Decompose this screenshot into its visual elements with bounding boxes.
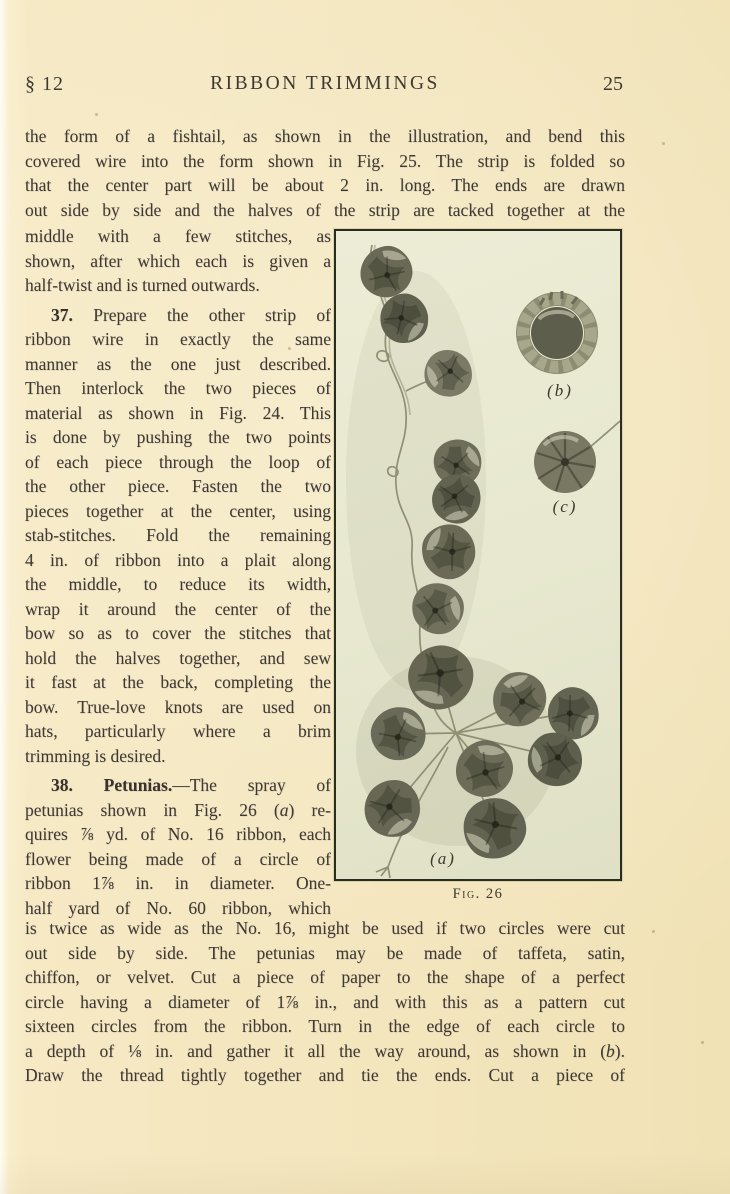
text-line: out side by side and the halves of the strip are tacked together at the bbox=[25, 199, 625, 220]
text-line: covered wire into the form shown in Fig. 25. The strip is folded so bbox=[25, 150, 625, 171]
gathered-flower-c bbox=[534, 431, 596, 493]
text-line: a depth of ⅛ in. and gather it all the way around, as shown in (b). bbox=[25, 1040, 625, 1061]
text-line: bow. True-love knots are used on bbox=[25, 696, 331, 717]
paragraph bbox=[25, 303, 331, 769]
text-line: out side by side. The petunias may be made of taffeta, satin, bbox=[25, 942, 625, 963]
text-line: 4 in. of ribbon into a plait along bbox=[25, 549, 331, 570]
text-line: it fast at the back, completing the bbox=[25, 672, 331, 692]
text-line: that the center part will be about 2 in. long. The ends are drawn bbox=[25, 175, 625, 195]
gathered-circle-b bbox=[523, 291, 591, 367]
text-line: circle having a diameter of 1⅞ in., and with this as a pattern cut bbox=[25, 991, 625, 1012]
text-line: shown, after which each is given a bbox=[25, 250, 331, 271]
figure-label-a: (a) bbox=[430, 849, 456, 868]
text-line: manner as the one just described. bbox=[25, 353, 331, 374]
text-line: the middle, to reduce its width, bbox=[25, 574, 331, 594]
text-line: of each piece through the loop of bbox=[25, 451, 331, 472]
text-line: 37. Prepare the other strip of bbox=[51, 304, 331, 325]
paragraph bbox=[25, 124, 625, 222]
figure-26 bbox=[334, 229, 622, 903]
text-line: sixteen circles from the ribbon. Turn in the edge of each circle to bbox=[25, 1016, 625, 1036]
section-number: § 12 bbox=[25, 73, 64, 95]
text-line: is twice as wide as the No. 16, might be used if two circles were cut bbox=[25, 918, 625, 938]
paragraph bbox=[25, 224, 331, 298]
figure-caption: Fig. 26 bbox=[452, 886, 504, 902]
text-line: wrap it around the center of the bbox=[25, 598, 331, 619]
text-line: quires ⅞ yd. of No. 16 ribbon, each bbox=[25, 824, 331, 844]
text-line: stab-stitches. Fold the remaining bbox=[25, 525, 331, 545]
page-number: 25 bbox=[603, 73, 623, 95]
text-line: hats, particularly where a brim bbox=[25, 721, 331, 741]
text-line: material as shown in Fig. 24. This bbox=[25, 402, 331, 423]
left-column-text bbox=[25, 224, 331, 920]
ink-speck bbox=[652, 930, 655, 933]
petunia-spray-photo bbox=[336, 231, 620, 879]
text-line: ribbon wire in exactly the same bbox=[25, 329, 331, 349]
text-line: middle with a few stitches, as bbox=[25, 226, 331, 246]
text-line: trimming is desired. bbox=[25, 745, 166, 766]
text-line: ribbon 1⅞ in. in diameter. One- bbox=[25, 873, 331, 893]
page-header bbox=[25, 73, 625, 99]
text-line: hold the halves together, and sew bbox=[25, 647, 331, 668]
paragraph bbox=[25, 916, 625, 1088]
text-line: half yard of No. 60 ribbon, which bbox=[25, 897, 331, 918]
text-line: Then interlock the two pieces of bbox=[25, 378, 331, 398]
ink-speck bbox=[701, 1041, 704, 1044]
ink-speck bbox=[95, 113, 98, 116]
text-line: flower being made of a circle of bbox=[25, 848, 331, 869]
figure-label-c: (c) bbox=[552, 497, 578, 516]
text-line: bow so as to cover the stitches that bbox=[25, 623, 331, 643]
ink-speck bbox=[288, 347, 291, 350]
text-line: the form of a fishtail, as shown in the illustration, and bend this bbox=[25, 126, 625, 146]
text-line: 38. Petunias.—The spray of bbox=[51, 775, 331, 795]
text-line: is done by pushing the two points bbox=[25, 427, 331, 447]
paragraph bbox=[25, 773, 331, 920]
figure-label-b: (b) bbox=[547, 381, 573, 400]
ink-speck bbox=[662, 142, 665, 145]
text-line: half-twist and is turned outwards. bbox=[25, 275, 260, 295]
text-line: petunias shown in Fig. 26 (a) re- bbox=[25, 799, 331, 820]
text-line: chiffon, or velvet. Cut a piece of paper to the shape of a perfect bbox=[25, 967, 625, 987]
text-line: the other piece. Fasten the two bbox=[25, 476, 331, 496]
intro-paragraph bbox=[25, 124, 625, 222]
bottom-paragraph bbox=[25, 916, 625, 1088]
text-line: pieces together at the center, using bbox=[25, 500, 331, 521]
page-title: RIBBON TRIMMINGS bbox=[210, 73, 440, 94]
figure-photo-frame bbox=[334, 229, 622, 881]
text-line: Draw the thread tightly together and tie the ends. Cut a piece of bbox=[25, 1065, 625, 1085]
